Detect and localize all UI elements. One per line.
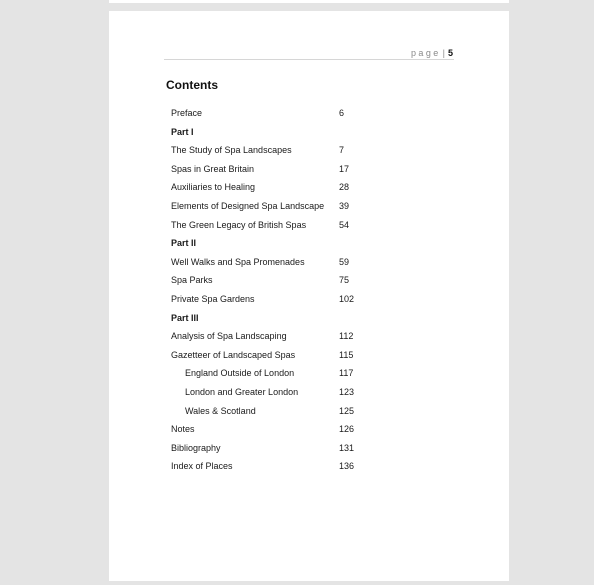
toc-entry-title: Part II: [171, 238, 197, 249]
toc-entry-title: The Study of Spa Landscapes: [171, 145, 292, 156]
toc-entry-page: 17: [339, 163, 350, 174]
toc-entry: [171, 104, 411, 123]
toc-entry-page: 125: [339, 405, 355, 416]
toc-entry: [171, 141, 411, 160]
toc-entry-title: London and Greater London: [185, 386, 299, 397]
toc-entry: [171, 178, 411, 197]
toc-entry-page: 102: [339, 293, 355, 304]
toc-entry-title: Elements of Designed Spa Landscape: [171, 200, 325, 211]
toc-entry-title: Gazetteer of Landscaped Spas: [171, 349, 296, 360]
toc-entry-title: Private Spa Gardens: [171, 293, 255, 304]
toc-entry: [171, 253, 411, 272]
toc-entry: [171, 346, 411, 365]
toc-entry-title: Part III: [171, 312, 199, 323]
toc-part-heading: [171, 234, 411, 253]
toc-entry: [171, 383, 411, 402]
toc-entry-title: Analysis of Spa Landscaping: [171, 331, 287, 342]
toc-entry-title: Wales & Scotland: [185, 405, 256, 416]
previous-page-edge: [109, 0, 509, 3]
toc-entry: [171, 457, 411, 476]
toc-entry-title: Well Walks and Spa Promenades: [171, 256, 305, 267]
page-number-header: [411, 47, 453, 59]
toc-entry: [171, 290, 411, 309]
page-label: page: [411, 48, 441, 58]
toc-entry-page: 6: [339, 108, 345, 118]
toc-entry-title: Part I: [171, 126, 194, 137]
toc-entry-page: 131: [339, 442, 355, 453]
toc-entry-title: England Outside of London: [185, 368, 295, 379]
toc-entry-page: 28: [339, 182, 350, 193]
toc-entry-title: Preface: [171, 108, 203, 118]
table-of-contents: [171, 104, 411, 476]
toc-entry: [171, 402, 411, 421]
toc-entry: [171, 197, 411, 216]
toc-entry-page: 112: [339, 331, 354, 342]
toc-entry-title: Auxiliaries to Healing: [171, 182, 256, 193]
toc-entry: [171, 327, 411, 346]
toc-part-heading: [171, 309, 411, 328]
toc-entry-page: 59: [339, 256, 350, 267]
toc-entry: [171, 420, 411, 439]
toc-entry-page: 39: [339, 200, 350, 211]
contents-heading: Contents: [166, 78, 218, 92]
toc-entry-page: 7: [339, 145, 345, 156]
toc-entry: [171, 364, 411, 383]
page-number: 5: [447, 48, 453, 58]
toc-part-heading: [171, 123, 411, 142]
toc-entry-title: Spas in Great Britain: [171, 163, 255, 174]
toc-entry: [171, 160, 411, 179]
toc-entry-page: 126: [339, 424, 355, 435]
toc-entry-page: 75: [339, 275, 350, 286]
header-divider: [164, 59, 454, 60]
document-page: [109, 11, 509, 581]
toc-entry-title: Index of Places: [171, 461, 233, 472]
toc-entry-page: 54: [339, 219, 350, 230]
toc-entry-page: 136: [339, 461, 355, 472]
toc-entry-title: The Green Legacy of British Spas: [171, 219, 307, 230]
page-separator: |: [442, 48, 445, 58]
toc-entry-title: Notes: [171, 424, 195, 435]
toc-entry: [171, 271, 411, 290]
toc-entry: [171, 439, 411, 458]
toc-entry: [171, 216, 411, 235]
toc-entry-title: Bibliography: [171, 442, 221, 453]
toc-entry-page: 123: [339, 386, 355, 397]
toc-entry-page: 117: [339, 368, 354, 379]
toc-entry-title: Spa Parks: [171, 275, 213, 286]
toc-entry-page: 115: [339, 349, 354, 360]
